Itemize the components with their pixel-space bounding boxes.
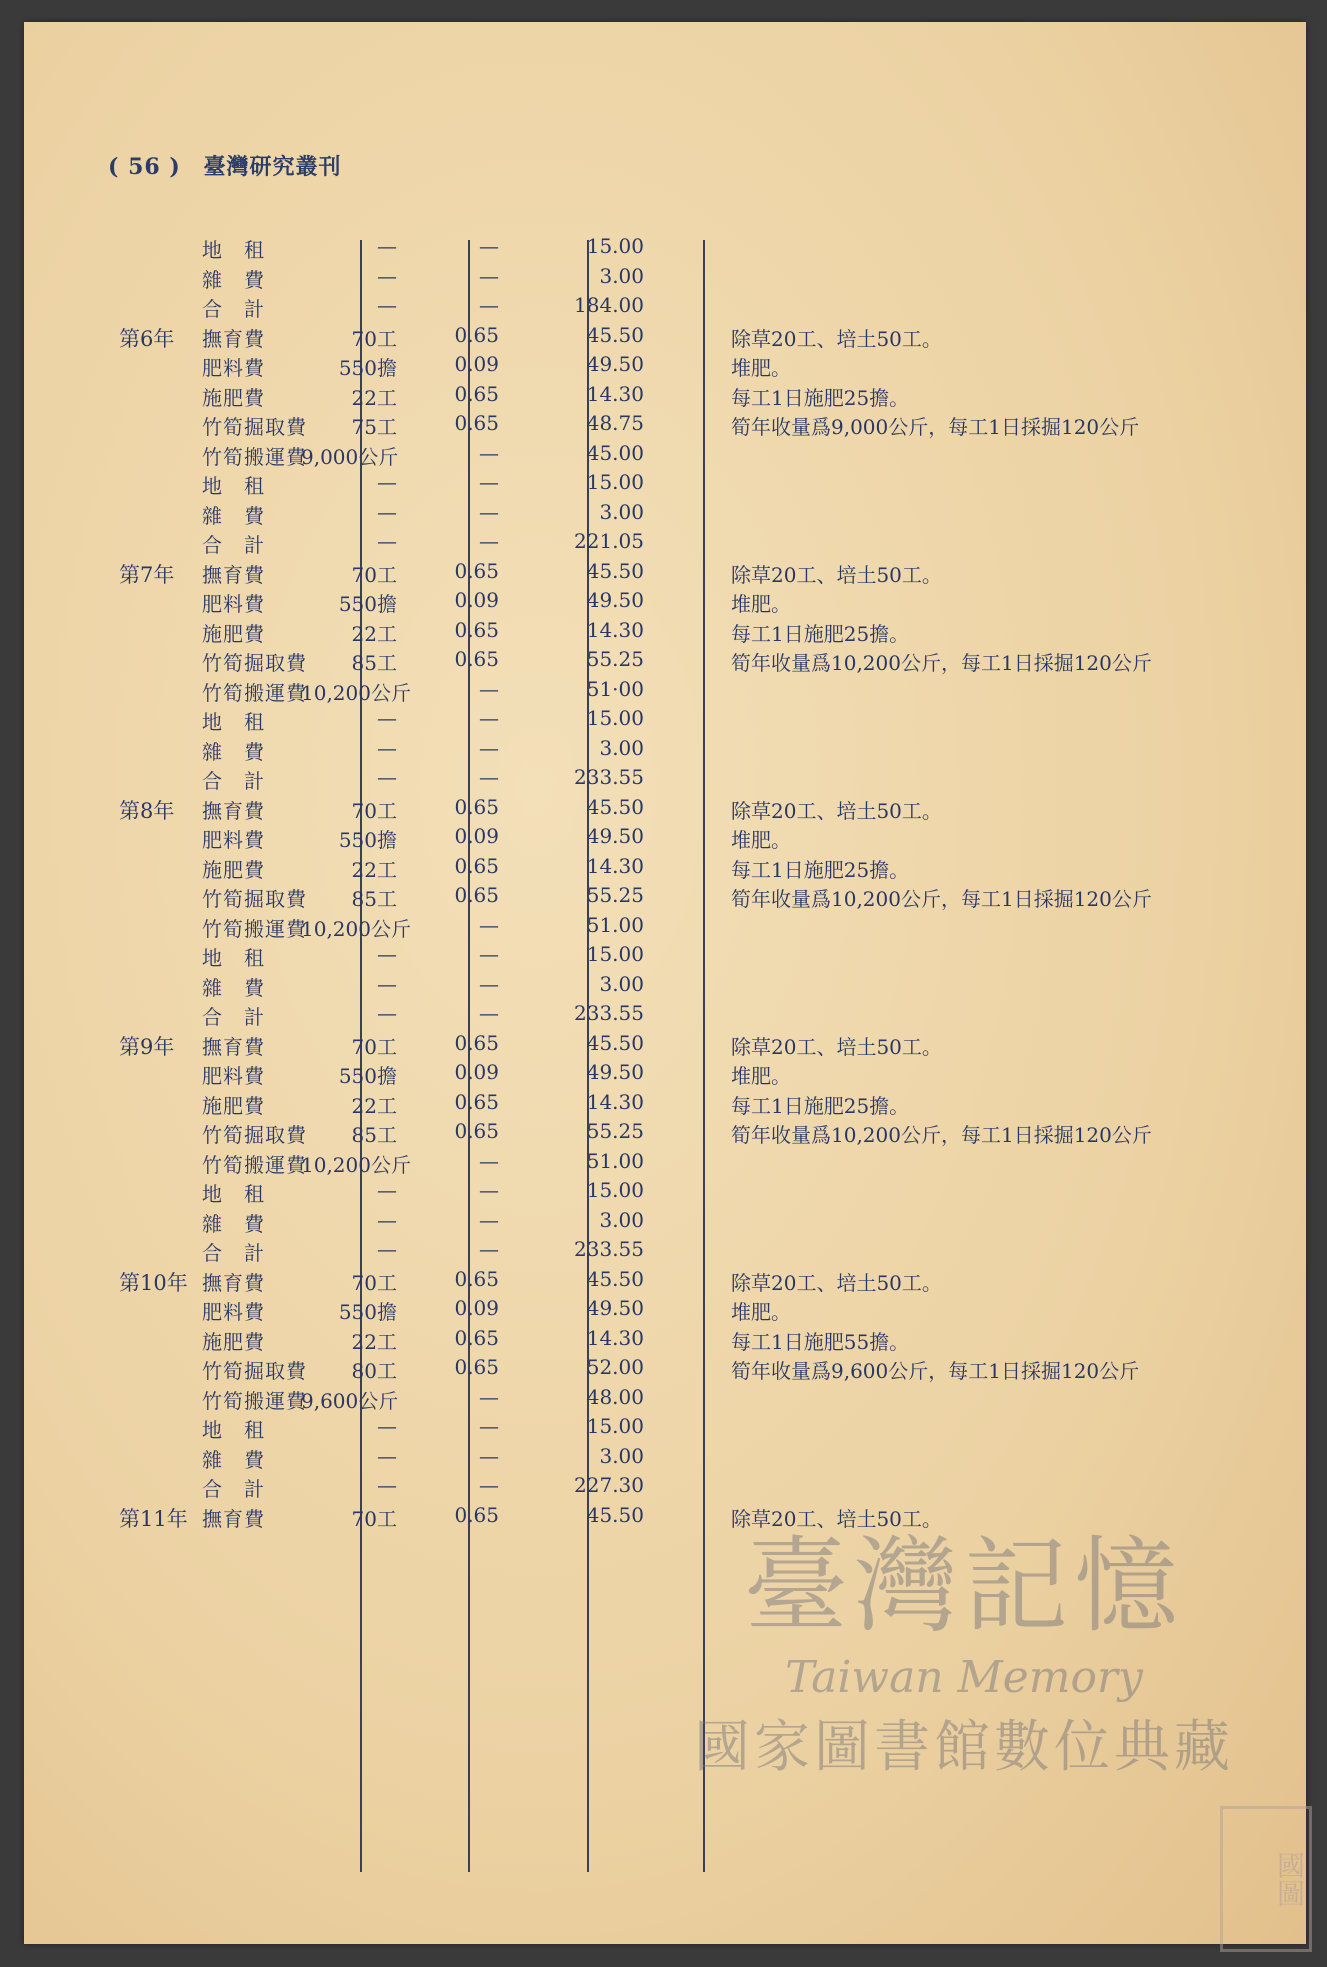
table-row <box>99 675 1249 705</box>
quantity: 22工 <box>351 385 397 410</box>
item-name: 撫育費 <box>202 562 265 587</box>
unit-price: 0.65 <box>454 411 499 435</box>
amount: 15.00 <box>586 1178 644 1202</box>
unit-price: — <box>479 293 499 317</box>
unit-price: 0.65 <box>454 558 499 583</box>
amount: 14.30 <box>586 1089 644 1114</box>
table-row <box>99 1088 1249 1118</box>
unit-price: — <box>479 1178 499 1202</box>
amount: 55.25 <box>586 1119 644 1143</box>
item-name: 肥料費 <box>202 592 265 616</box>
quantity: — <box>377 765 397 789</box>
table-row <box>99 1206 1249 1236</box>
amount: 221.05 <box>574 529 644 553</box>
quantity: 550擔 <box>338 592 397 616</box>
quantity: 550擔 <box>338 356 397 380</box>
quantity: — <box>377 470 397 494</box>
amount: 45.50 <box>586 1030 644 1055</box>
item-name: 肥料費 <box>202 1300 265 1324</box>
amount: 15.00 <box>586 470 644 494</box>
table-row <box>99 1235 1249 1265</box>
unit-price: — <box>479 470 499 494</box>
table-row <box>99 1324 1249 1354</box>
quantity: — <box>377 263 397 288</box>
quantity: 85工 <box>351 651 397 675</box>
item-name: 竹筍掘取費 <box>202 415 307 439</box>
amount: 49.50 <box>586 588 644 612</box>
quantity: — <box>377 1414 397 1438</box>
amount: 15.00 <box>586 1414 644 1438</box>
item-name: 合 計 <box>202 769 265 793</box>
table-row <box>99 1058 1249 1088</box>
unit-price: 0.09 <box>454 352 499 376</box>
amount: 14.30 <box>586 1325 644 1350</box>
table-row <box>99 940 1249 970</box>
amount: 49.50 <box>586 824 644 848</box>
year-label: 第9年 <box>119 1034 175 1059</box>
amount: 14.30 <box>586 617 644 642</box>
quantity: 70工 <box>351 1270 397 1295</box>
amount: 15.00 <box>586 234 644 258</box>
unit-price: 0.09 <box>454 1060 499 1084</box>
quantity: — <box>377 971 397 996</box>
amount: 51.00 <box>586 912 644 937</box>
unit-price: 0.65 <box>454 647 499 671</box>
table-row <box>99 1294 1249 1324</box>
item-name: 撫育費 <box>202 798 265 823</box>
note: 筍年收量爲10,200公斤，每工1日採掘120公斤 <box>731 1123 1152 1147</box>
table-row <box>99 645 1249 675</box>
table-row <box>99 1029 1249 1059</box>
unit-price: — <box>479 912 499 937</box>
scanned-page <box>24 22 1306 1944</box>
unit-price: — <box>479 735 499 760</box>
note: 每工1日施肥25擔。 <box>731 385 910 410</box>
table-row <box>99 1442 1249 1472</box>
unit-price: 0.65 <box>454 794 499 819</box>
unit-price: 0.65 <box>454 1325 499 1350</box>
amount: 3.00 <box>599 263 644 288</box>
item-name: 雜 費 <box>202 975 265 1000</box>
table-row <box>99 1471 1249 1501</box>
quantity: — <box>377 706 397 730</box>
item-name: 地 租 <box>202 1418 265 1442</box>
quantity: 70工 <box>351 1034 397 1059</box>
item-name: 合 計 <box>202 1241 265 1265</box>
table-row <box>99 1412 1249 1442</box>
item-name: 撫育費 <box>202 1506 265 1531</box>
unit-price: — <box>479 1237 499 1261</box>
year-label: 第8年 <box>119 798 175 823</box>
table-row <box>99 291 1249 321</box>
quantity: 22工 <box>351 857 397 882</box>
table-row <box>99 616 1249 646</box>
amount: 3.00 <box>599 1207 644 1232</box>
item-name: 雜 費 <box>202 503 265 528</box>
quantity: — <box>377 293 397 317</box>
note: 堆肥。 <box>731 1064 791 1088</box>
item-name: 竹筍掘取費 <box>202 1123 307 1147</box>
item-name: 竹筍掘取費 <box>202 651 307 675</box>
table-row <box>99 586 1249 616</box>
table-row <box>99 822 1249 852</box>
item-name: 施肥費 <box>202 1329 265 1354</box>
table-row <box>99 1383 1249 1413</box>
amount: 49.50 <box>586 1296 644 1320</box>
item-name: 施肥費 <box>202 385 265 410</box>
note: 除草20工、培土50工。 <box>731 798 942 823</box>
watermark <box>634 1502 1294 1842</box>
library-stamp: 國圖 <box>1220 1806 1312 1952</box>
amount: 48.00 <box>586 1384 644 1409</box>
quantity: 85工 <box>351 887 397 911</box>
year-label: 第7年 <box>119 562 175 587</box>
page-header <box>108 150 341 181</box>
amount: 233.55 <box>574 765 644 789</box>
item-name: 施肥費 <box>202 1093 265 1118</box>
table-row <box>99 380 1249 410</box>
item-name: 雜 費 <box>202 267 265 292</box>
quantity: — <box>377 499 397 524</box>
amount: 227.30 <box>574 1473 644 1497</box>
quantity: 80工 <box>351 1359 397 1383</box>
year-label: 第10年 <box>119 1270 188 1295</box>
amount: 3.00 <box>599 499 644 524</box>
amount: 52.00 <box>586 1355 644 1379</box>
quantity: 10,200公斤 <box>301 916 411 941</box>
note: 筍年收量爲10,200公斤，每工1日採掘120公斤 <box>731 887 1152 911</box>
item-name: 肥料費 <box>202 828 265 852</box>
table-row <box>99 409 1249 439</box>
item-name: 肥料費 <box>202 356 265 380</box>
quantity: 22工 <box>351 621 397 646</box>
quantity: — <box>377 735 397 760</box>
unit-price: 0.65 <box>454 1502 499 1527</box>
amount: 45.50 <box>586 794 644 819</box>
item-name: 竹筍搬運費 <box>202 916 307 941</box>
table-row <box>99 1176 1249 1206</box>
amount: 48.75 <box>586 411 644 435</box>
quantity: 550擔 <box>338 1300 397 1324</box>
amount: 3.00 <box>599 1443 644 1468</box>
quantity: — <box>377 1443 397 1468</box>
quantity: — <box>377 1001 397 1025</box>
note: 堆肥。 <box>731 592 791 616</box>
quantity: 22工 <box>351 1329 397 1354</box>
quantity: — <box>377 1237 397 1261</box>
amount: 45.50 <box>586 1502 644 1527</box>
amount: 55.25 <box>586 647 644 671</box>
item-name: 合 計 <box>202 297 265 321</box>
amount: 233.55 <box>574 1001 644 1025</box>
item-name: 合 計 <box>202 533 265 557</box>
unit-price: 0.65 <box>454 1119 499 1143</box>
amount: 51·00 <box>586 676 644 701</box>
quantity: — <box>377 529 397 553</box>
unit-price: — <box>479 499 499 524</box>
unit-price: — <box>479 440 499 465</box>
unit-price: 0.65 <box>454 1030 499 1055</box>
item-name: 竹筍搬運費 <box>202 680 307 705</box>
unit-price: — <box>479 529 499 553</box>
amount: 233.55 <box>574 1237 644 1261</box>
table-row <box>99 734 1249 764</box>
cost-table <box>99 232 1249 1530</box>
quantity: 70工 <box>351 326 397 351</box>
year-label: 第6年 <box>119 326 175 351</box>
table-row <box>99 999 1249 1029</box>
quantity: 70工 <box>351 562 397 587</box>
table-row <box>99 881 1249 911</box>
note: 每工1日施肥25擔。 <box>731 1093 910 1118</box>
amount: 45.50 <box>586 558 644 583</box>
quantity: 70工 <box>351 798 397 823</box>
unit-price: — <box>479 1207 499 1232</box>
amount: 184.00 <box>574 293 644 317</box>
amount: 49.50 <box>586 1060 644 1084</box>
unit-price: 0.09 <box>454 588 499 612</box>
unit-price: 0.65 <box>454 1266 499 1291</box>
note: 堆肥。 <box>731 828 791 852</box>
quantity: — <box>377 234 397 258</box>
unit-price: 0.09 <box>454 1296 499 1320</box>
amount: 3.00 <box>599 971 644 996</box>
table-row <box>99 321 1249 351</box>
item-name: 竹筍搬運費 <box>202 1388 307 1413</box>
note: 筍年收量爲10,200公斤，每工1日採掘120公斤 <box>731 651 1152 675</box>
unit-price: 0.65 <box>454 1355 499 1379</box>
item-name: 地 租 <box>202 1182 265 1206</box>
page-number: ( 56 ) <box>108 154 181 180</box>
quantity: 550擔 <box>338 828 397 852</box>
table-row <box>99 468 1249 498</box>
table-row <box>99 793 1249 823</box>
amount: 14.30 <box>586 381 644 406</box>
item-name: 竹筍掘取費 <box>202 887 307 911</box>
note: 除草20工、培土50工。 <box>731 1034 942 1059</box>
note: 除草20工、培土50工。 <box>731 562 942 587</box>
item-name: 撫育費 <box>202 1034 265 1059</box>
quantity: — <box>377 1178 397 1202</box>
unit-price: 0.09 <box>454 824 499 848</box>
item-name: 地 租 <box>202 474 265 498</box>
table-row <box>99 232 1249 262</box>
table-row <box>99 911 1249 941</box>
table-row <box>99 763 1249 793</box>
table-row <box>99 527 1249 557</box>
watermark-english: Taiwan Memory <box>785 1652 1143 1703</box>
amount: 45.00 <box>586 440 644 465</box>
amount: 51.00 <box>586 1148 644 1173</box>
note: 每工1日施肥25擔。 <box>731 621 910 646</box>
unit-price: — <box>479 1443 499 1468</box>
unit-price: — <box>479 1384 499 1409</box>
unit-price: — <box>479 1414 499 1438</box>
note: 堆肥。 <box>731 356 791 380</box>
item-name: 地 租 <box>202 238 265 262</box>
item-name: 施肥費 <box>202 857 265 882</box>
unit-price: 0.65 <box>454 322 499 347</box>
quantity: — <box>377 1207 397 1232</box>
note: 筍年收量爲9,600公斤，每工1日採掘120公斤 <box>731 1359 1140 1383</box>
table-row <box>99 439 1249 469</box>
note: 筍年收量爲9,000公斤，每工1日採掘120公斤 <box>731 415 1140 439</box>
unit-price: — <box>479 1001 499 1025</box>
note: 每工1日施肥25擔。 <box>731 857 910 882</box>
amount: 15.00 <box>586 942 644 966</box>
item-name: 合 計 <box>202 1477 265 1501</box>
table-row <box>99 704 1249 734</box>
item-name: 合 計 <box>202 1005 265 1029</box>
year-label: 第11年 <box>119 1506 188 1531</box>
unit-price: — <box>479 263 499 288</box>
unit-price: 0.65 <box>454 617 499 642</box>
item-name: 撫育費 <box>202 1270 265 1295</box>
item-name: 竹筍搬運費 <box>202 444 307 469</box>
note: 每工1日施肥55擔。 <box>731 1329 910 1354</box>
table-row <box>99 1265 1249 1295</box>
note: 除草20工、培土50工。 <box>731 326 942 351</box>
unit-price: — <box>479 971 499 996</box>
amount: 49.50 <box>586 352 644 376</box>
table-row <box>99 262 1249 292</box>
quantity: 10,200公斤 <box>301 680 411 705</box>
watermark-subtitle: 國家圖書館數位典藏 <box>694 1715 1234 1780</box>
quantity: 10,200公斤 <box>301 1152 411 1177</box>
quantity: 22工 <box>351 1093 397 1118</box>
unit-price: — <box>479 1473 499 1497</box>
unit-price: 0.65 <box>454 853 499 878</box>
note: 堆肥。 <box>731 1300 791 1324</box>
series-title: 臺灣研究叢刊 <box>203 154 342 180</box>
unit-price: — <box>479 942 499 966</box>
unit-price: — <box>479 1148 499 1173</box>
unit-price: 0.65 <box>454 381 499 406</box>
amount: 55.25 <box>586 883 644 907</box>
item-name: 地 租 <box>202 946 265 970</box>
unit-price: 0.65 <box>454 883 499 907</box>
item-name: 雜 費 <box>202 1447 265 1472</box>
quantity: 9,600公斤 <box>301 1388 399 1413</box>
item-name: 竹筍搬運費 <box>202 1152 307 1177</box>
amount: 14.30 <box>586 853 644 878</box>
amount: 45.50 <box>586 1266 644 1291</box>
quantity: 9,000公斤 <box>301 444 399 469</box>
table-row <box>99 1117 1249 1147</box>
table-row <box>99 350 1249 380</box>
quantity: 70工 <box>351 1506 397 1531</box>
item-name: 竹筍掘取費 <box>202 1359 307 1383</box>
watermark-chinese: 臺灣記憶 <box>743 1525 1184 1647</box>
unit-price: — <box>479 234 499 258</box>
table-row <box>99 557 1249 587</box>
amount: 15.00 <box>586 706 644 730</box>
item-name: 撫育費 <box>202 326 265 351</box>
table-row <box>99 1147 1249 1177</box>
item-name: 肥料費 <box>202 1064 265 1088</box>
quantity: 75工 <box>351 415 397 439</box>
quantity: — <box>377 942 397 966</box>
amount: 3.00 <box>599 735 644 760</box>
unit-price: — <box>479 765 499 789</box>
note: 除草20工、培土50工。 <box>731 1506 942 1531</box>
unit-price: — <box>479 676 499 701</box>
item-name: 雜 費 <box>202 739 265 764</box>
note: 除草20工、培土50工。 <box>731 1270 942 1295</box>
quantity: — <box>377 1473 397 1497</box>
table-row <box>99 852 1249 882</box>
unit-price: 0.65 <box>454 1089 499 1114</box>
table-row <box>99 970 1249 1000</box>
quantity: 85工 <box>351 1123 397 1147</box>
quantity: 550擔 <box>338 1064 397 1088</box>
item-name: 雜 費 <box>202 1211 265 1236</box>
table-row <box>99 498 1249 528</box>
item-name: 施肥費 <box>202 621 265 646</box>
item-name: 地 租 <box>202 710 265 734</box>
table-row <box>99 1353 1249 1383</box>
unit-price: — <box>479 706 499 730</box>
amount: 45.50 <box>586 322 644 347</box>
